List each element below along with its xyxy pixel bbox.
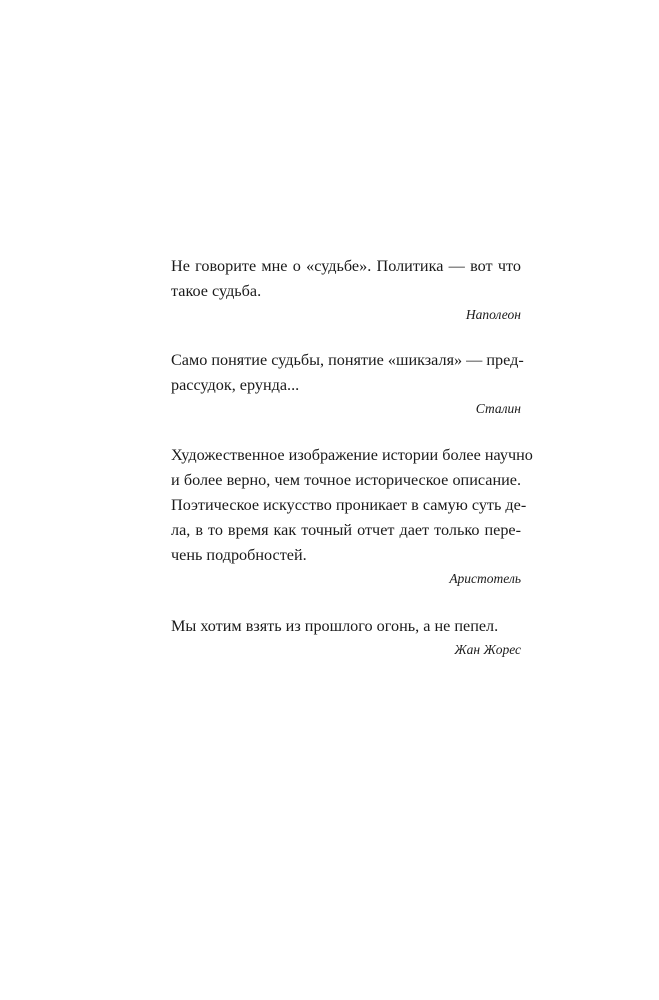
epigraph-napoleon — [171, 254, 521, 325]
quote-line: Само понятие судьбы, понятие «шикзаля» — пред- — [171, 351, 524, 369]
quote-author: Наполеон — [465, 307, 521, 322]
quote-author: Сталин — [475, 401, 521, 416]
epigraph-block — [171, 254, 533, 660]
quote-author: Аристотель — [449, 571, 521, 586]
epigraph-aristotle — [171, 443, 533, 589]
quote-line: Художественное изображение истории более научно — [171, 446, 533, 464]
epigraph-jaures — [171, 614, 521, 660]
quote-line: и более верно, чем точное историческое описание. — [171, 471, 521, 489]
quote-author: Жан Жорес — [454, 642, 521, 657]
quote-line: Поэтическое искусство проникает в самую суть де- — [171, 496, 527, 514]
epigraph-stalin — [171, 348, 524, 419]
quote-line: Не говорите мне о «судьбе». Политика — вот что — [171, 257, 521, 275]
quote-line: такое судьба. — [171, 282, 262, 300]
quote-line: чень подробностей. — [171, 546, 307, 564]
quote-line: рассудок, ерунда... — [171, 376, 300, 394]
quote-line: ла, в то время как точный отчет дает только пере- — [171, 521, 521, 539]
quote-line: Мы хотим взять из прошлого огонь, а не пепел. — [171, 617, 499, 635]
